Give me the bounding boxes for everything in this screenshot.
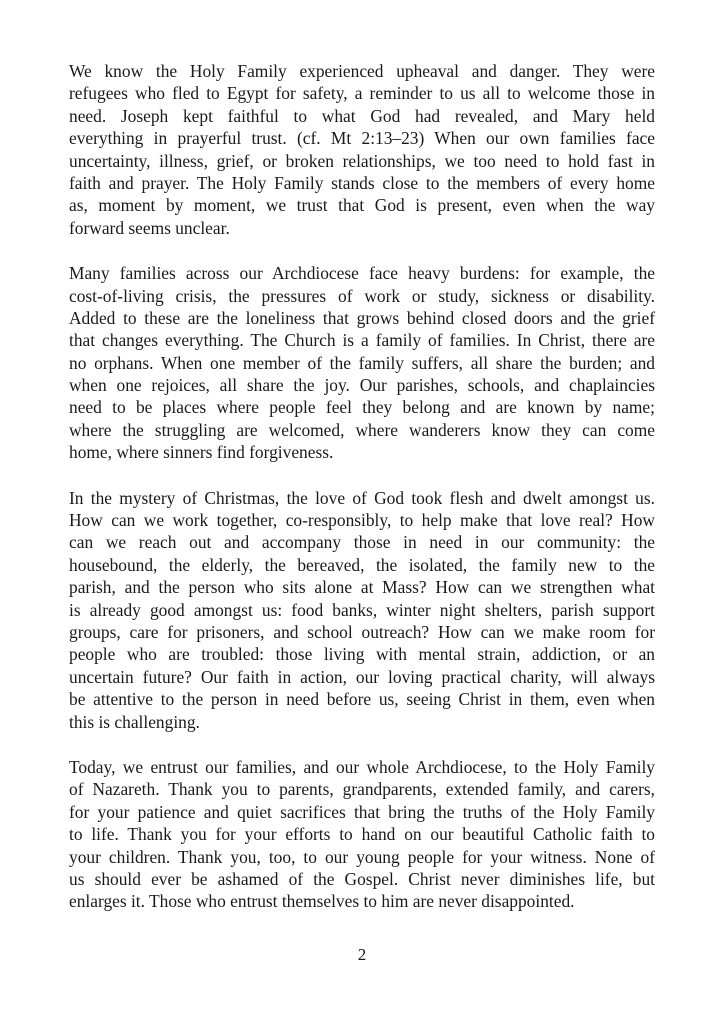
text-line: as, moment by moment, we trust that God is present, even when the way [69, 195, 655, 216]
text-line: when one rejoices, all share the joy. Our parishes, schools, and chaplaincies [69, 375, 655, 396]
text-line: uncertain future? Our faith in action, our loving practical charity, will always [69, 666, 655, 687]
text-line: for your patience and quiet sacrifices that bring the truths of the Holy Family [69, 801, 655, 822]
text-line: everything in prayerful trust. (cf. Mt 2:13–23) When our own families face [69, 128, 655, 149]
paragraph-entrust-families [69, 756, 655, 913]
text-line: refugees who fled to Egypt for safety, a reminder to us all to welcome those in [69, 83, 655, 104]
text-line: where the struggling are welcomed, where wanderers know they can come [69, 419, 655, 440]
paragraph-holy-family-refugees [69, 60, 655, 239]
text-line: can we reach out and accompany those in need in our community: the [69, 532, 655, 553]
text-line: Today, we entrust our families, and our whole Archdiocese, to the Holy Family [69, 756, 655, 777]
text-line: faith and prayer. The Holy Family stands close to the members of every home [69, 172, 655, 193]
text-line: Many families across our Archdiocese face heavy burdens: for example, the [69, 263, 655, 284]
text-line: that changes everything. The Church is a family of families. In Christ, there are [69, 330, 655, 351]
text-line: groups, care for prisoners, and school outreach? How can we make room for [69, 621, 655, 642]
text-line: be attentive to the person in need before us, seeing Christ in them, even when [69, 689, 655, 710]
text-line: need. Joseph kept faithful to what God had revealed, and Mary held [69, 105, 655, 126]
text-line: forward seems unclear. [69, 217, 230, 238]
text-line: need to be places where people feel they belong and are known by name; [69, 397, 655, 418]
text-line: us should ever be ashamed of the Gospel. Christ never diminishes life, but [69, 868, 655, 889]
text-line: home, where sinners find forgiveness. [69, 442, 334, 463]
text-line: is already good amongst us: food banks, winter night shelters, parish support [69, 599, 655, 620]
text-line: to life. Thank you for your efforts to hand on our beautiful Catholic faith to [69, 824, 655, 845]
text-line: housebound, the elderly, the bereaved, the isolated, the family new to the [69, 554, 655, 575]
page-number: 2 [357, 945, 367, 964]
text-line: cost-of-living crisis, the pressures of work or study, sickness or disability. [69, 285, 655, 306]
paragraph-mystery-of-christmas [69, 487, 655, 733]
document-body [69, 60, 655, 936]
text-line: no orphans. When one member of the family suffers, all share the burden; and [69, 352, 655, 373]
text-line: We know the Holy Family experienced upheaval and danger. They were [69, 61, 655, 81]
text-line: your children. Thank you, too, to our young people for your witness. None of [69, 846, 655, 867]
text-line: people who are troubled: those living with mental strain, addiction, or an [69, 644, 655, 665]
text-line: this is challenging. [69, 711, 200, 732]
text-line: of Nazareth. Thank you to parents, grandparents, extended family, and carers, [69, 779, 655, 800]
text-line: Added to these are the loneliness that grows behind closed doors and the grief [69, 307, 655, 328]
paragraph-family-burdens [69, 262, 655, 464]
text-line: In the mystery of Christmas, the love of God took flesh and dwelt amongst us. [69, 487, 655, 508]
text-line: enlarges it. Those who entrust themselves to him are never disappointed. [69, 891, 575, 912]
text-line: parish, and the person who sits alone at Mass? How can we strengthen what [69, 577, 655, 598]
text-line: How can we work together, co-responsibly, to help make that love real? How [69, 510, 655, 531]
text-line: uncertainty, illness, grief, or broken relationships, we too need to hold fast in [69, 150, 655, 171]
